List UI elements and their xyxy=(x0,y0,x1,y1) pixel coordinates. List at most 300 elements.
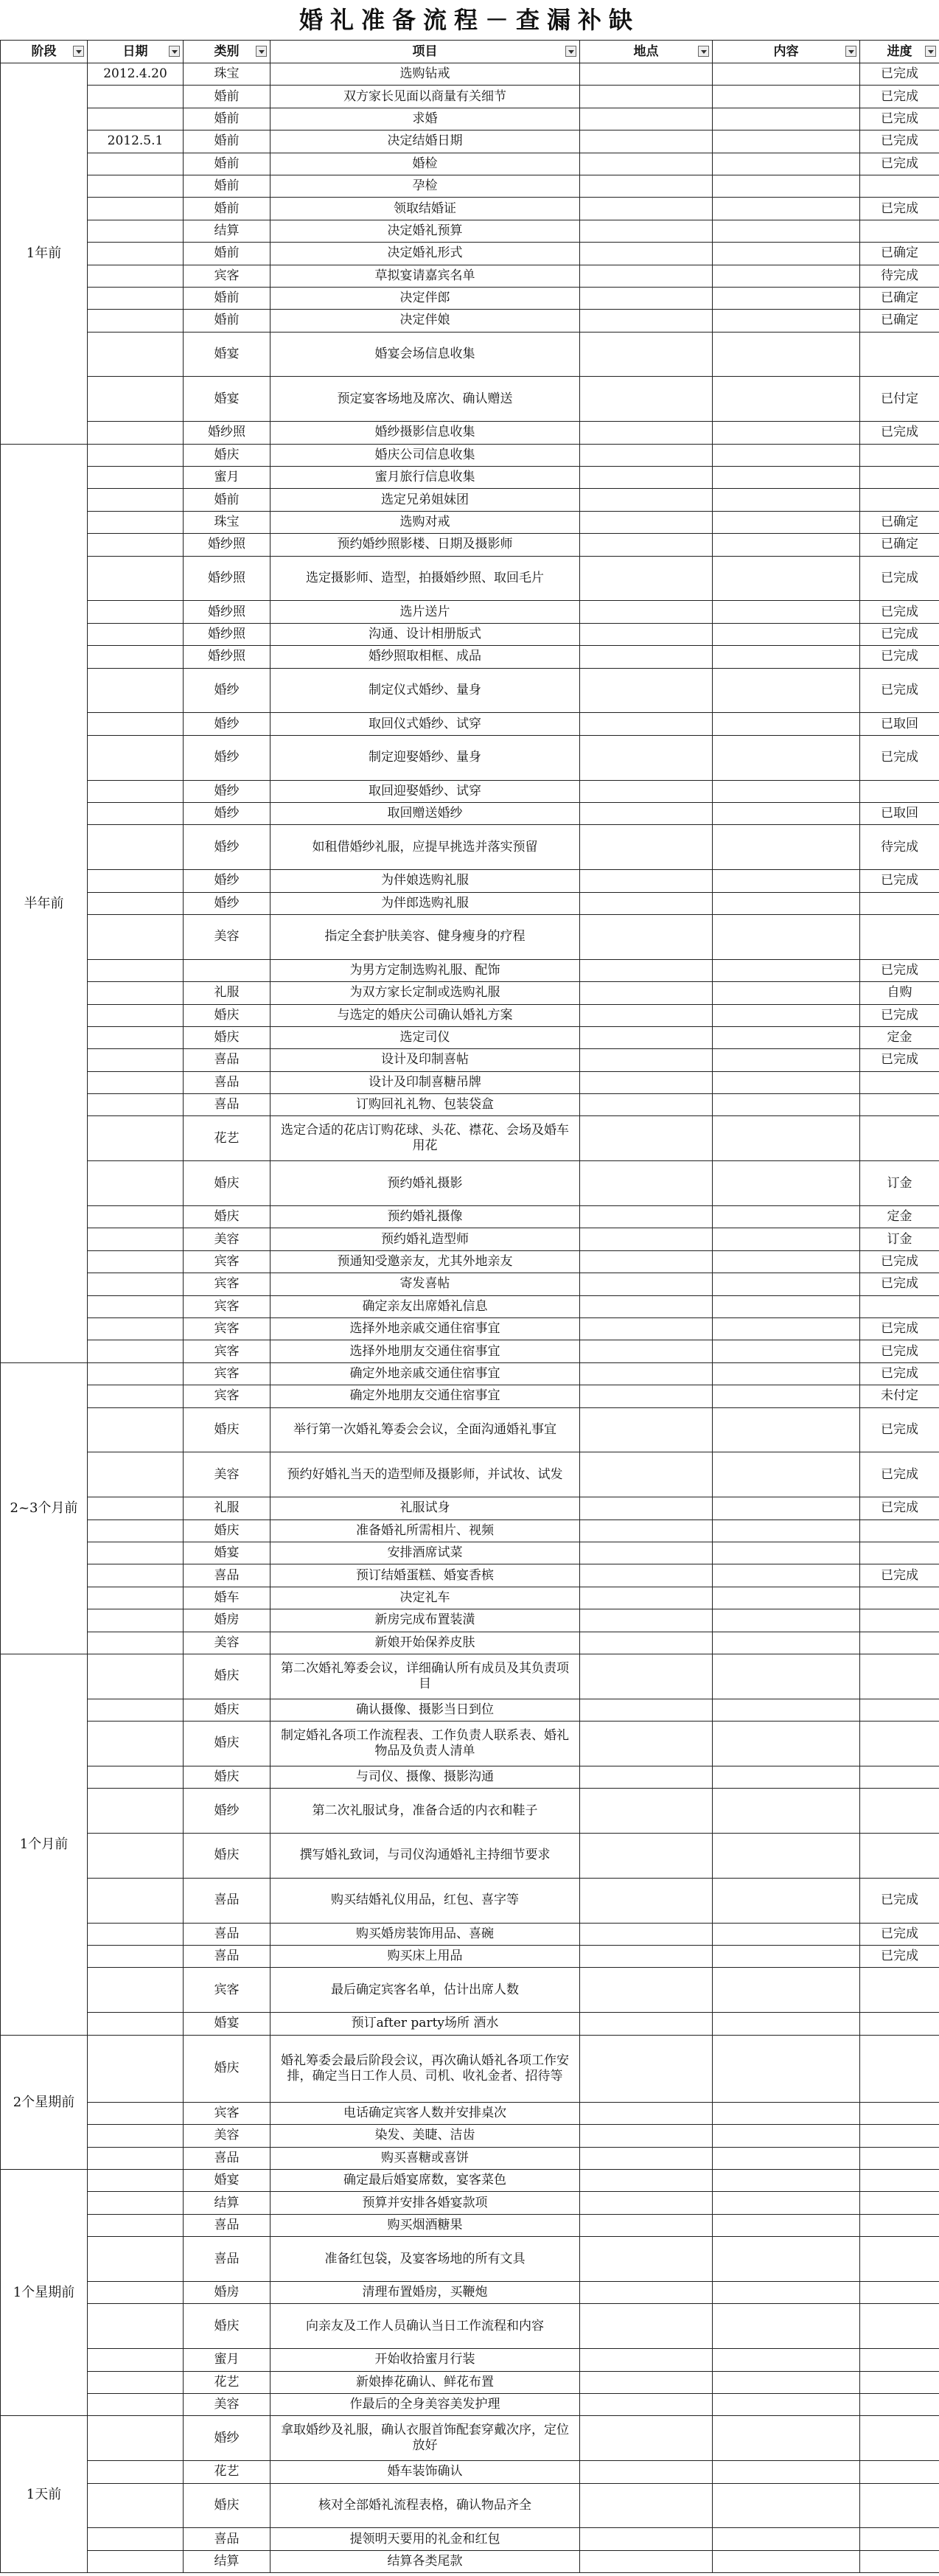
category-cell[interactable]: 喜品 xyxy=(184,2237,270,2282)
location-cell[interactable] xyxy=(580,153,713,175)
status-cell[interactable] xyxy=(860,1699,939,1721)
item-cell[interactable]: 购买婚房装饰用品、喜碗 xyxy=(270,1923,580,1945)
status-cell[interactable]: 已完成 xyxy=(860,198,939,220)
status-cell[interactable] xyxy=(860,467,939,489)
date-cell[interactable] xyxy=(88,534,184,556)
date-cell[interactable] xyxy=(88,265,184,287)
date-cell[interactable] xyxy=(88,1407,184,1452)
content-cell[interactable] xyxy=(713,1766,860,1788)
content-cell[interactable] xyxy=(713,511,860,533)
category-cell[interactable]: 婚庆 xyxy=(184,1407,270,1452)
status-cell[interactable]: 已完成 xyxy=(860,623,939,645)
date-cell[interactable] xyxy=(88,1878,184,1923)
item-cell[interactable]: 清理布置婚房，买鞭炮 xyxy=(270,2281,580,2303)
status-cell[interactable] xyxy=(860,2125,939,2147)
item-cell[interactable]: 选定合适的花店订购花球、头花、襟花、会场及婚车用花 xyxy=(270,1116,580,1161)
category-cell[interactable]: 婚前 xyxy=(184,108,270,130)
status-cell[interactable] xyxy=(860,2416,939,2461)
category-cell[interactable]: 婚纱 xyxy=(184,780,270,802)
category-cell[interactable]: 婚纱 xyxy=(184,825,270,870)
category-cell[interactable]: 宾客 xyxy=(184,1295,270,1317)
status-cell[interactable] xyxy=(860,2550,939,2572)
content-cell[interactable] xyxy=(713,825,860,870)
date-cell[interactable] xyxy=(88,1385,184,1407)
item-cell[interactable]: 电话确定宾客人数并安排桌次 xyxy=(270,2102,580,2124)
date-cell[interactable] xyxy=(88,108,184,130)
date-cell[interactable] xyxy=(88,1116,184,1161)
category-cell[interactable]: 婚宴 xyxy=(184,1542,270,1564)
category-cell[interactable]: 宾客 xyxy=(184,1273,270,1295)
status-cell[interactable] xyxy=(860,1520,939,1542)
location-cell[interactable] xyxy=(580,1385,713,1407)
date-cell[interactable] xyxy=(88,2371,184,2393)
category-cell[interactable]: 婚庆 xyxy=(184,2035,270,2102)
item-cell[interactable]: 预订after party场所 酒水 xyxy=(270,2013,580,2035)
content-cell[interactable] xyxy=(713,2528,860,2550)
date-cell[interactable] xyxy=(88,1273,184,1295)
category-cell[interactable]: 喜品 xyxy=(184,1878,270,1923)
location-cell[interactable] xyxy=(580,198,713,220)
location-cell[interactable] xyxy=(580,1654,713,1699)
date-cell[interactable] xyxy=(88,1318,184,1340)
date-cell[interactable] xyxy=(88,2281,184,2303)
category-cell[interactable]: 婚前 xyxy=(184,243,270,265)
location-cell[interactable] xyxy=(580,2416,713,2461)
location-cell[interactable] xyxy=(580,1004,713,1026)
item-cell[interactable]: 预约婚礼摄影 xyxy=(270,1161,580,1206)
date-cell[interactable]: 2012.4.20 xyxy=(88,63,184,86)
date-cell[interactable] xyxy=(88,287,184,309)
content-cell[interactable] xyxy=(713,646,860,668)
filter-dropdown-icon[interactable] xyxy=(845,46,856,57)
item-cell[interactable]: 选购钻戒 xyxy=(270,63,580,86)
content-cell[interactable] xyxy=(713,1632,860,1654)
filter-dropdown-icon[interactable] xyxy=(169,46,180,57)
location-cell[interactable] xyxy=(580,870,713,892)
category-cell[interactable]: 婚庆 xyxy=(184,2304,270,2349)
status-cell[interactable] xyxy=(860,1542,939,1564)
item-cell[interactable]: 购买烟酒糖果 xyxy=(270,2214,580,2236)
content-cell[interactable] xyxy=(713,2125,860,2147)
status-cell[interactable] xyxy=(860,1071,939,1093)
location-cell[interactable] xyxy=(580,2461,713,2483)
date-cell[interactable] xyxy=(88,2192,184,2214)
item-cell[interactable]: 开始收拾蜜月行装 xyxy=(270,2349,580,2371)
status-cell[interactable] xyxy=(860,489,939,511)
status-cell[interactable]: 已完成 xyxy=(860,153,939,175)
item-cell[interactable]: 染发、美睫、洁齿 xyxy=(270,2125,580,2147)
status-cell[interactable]: 已完成 xyxy=(860,1407,939,1452)
filter-dropdown-icon[interactable] xyxy=(565,46,576,57)
category-cell[interactable]: 婚纱照 xyxy=(184,422,270,444)
category-cell[interactable]: 婚前 xyxy=(184,153,270,175)
category-cell[interactable]: 喜品 xyxy=(184,2528,270,2550)
item-cell[interactable]: 确定亲友出席婚礼信息 xyxy=(270,1295,580,1317)
item-cell[interactable]: 双方家长见面以商量有关细节 xyxy=(270,86,580,108)
status-cell[interactable] xyxy=(860,2214,939,2236)
phase-cell[interactable]: 半年前 xyxy=(1,444,88,1362)
content-cell[interactable] xyxy=(713,623,860,645)
content-cell[interactable] xyxy=(713,243,860,265)
content-cell[interactable] xyxy=(713,2483,860,2528)
content-cell[interactable] xyxy=(713,1722,860,1766)
phase-cell[interactable]: 1个星期前 xyxy=(1,2170,88,2416)
content-cell[interactable] xyxy=(713,2035,860,2102)
item-cell[interactable]: 指定全套护肤美容、健身瘦身的疗程 xyxy=(270,914,580,959)
status-cell[interactable] xyxy=(860,892,939,914)
location-cell[interactable] xyxy=(580,2371,713,2393)
category-cell[interactable]: 珠宝 xyxy=(184,511,270,533)
category-cell[interactable]: 婚前 xyxy=(184,175,270,197)
content-cell[interactable] xyxy=(713,780,860,802)
content-cell[interactable] xyxy=(713,1946,860,1968)
status-cell[interactable]: 已完成 xyxy=(860,1250,939,1273)
status-cell[interactable]: 已完成 xyxy=(860,959,939,981)
item-cell[interactable]: 拿取婚纱及礼服，确认衣服首饰配套穿戴次序，定位放好 xyxy=(270,2416,580,2461)
category-cell[interactable]: 喜品 xyxy=(184,1094,270,1116)
item-cell[interactable]: 购买床上用品 xyxy=(270,1946,580,1968)
category-cell[interactable]: 婚纱 xyxy=(184,2416,270,2461)
status-cell[interactable]: 已完成 xyxy=(860,1049,939,1071)
item-cell[interactable]: 新娘捧花确认、鲜花布置 xyxy=(270,2371,580,2393)
location-cell[interactable] xyxy=(580,511,713,533)
category-cell[interactable]: 花艺 xyxy=(184,1116,270,1161)
item-cell[interactable]: 草拟宴请嘉宾名单 xyxy=(270,265,580,287)
status-cell[interactable] xyxy=(860,1968,939,2013)
item-cell[interactable]: 决定伴娘 xyxy=(270,310,580,332)
location-cell[interactable] xyxy=(580,1946,713,1968)
status-cell[interactable] xyxy=(860,2393,939,2415)
item-cell[interactable]: 礼服试身 xyxy=(270,1497,580,1520)
content-cell[interactable] xyxy=(713,2349,860,2371)
date-cell[interactable] xyxy=(88,1654,184,1699)
category-cell[interactable]: 宾客 xyxy=(184,2102,270,2124)
date-cell[interactable] xyxy=(88,959,184,981)
date-cell[interactable] xyxy=(88,1340,184,1362)
date-cell[interactable] xyxy=(88,467,184,489)
location-cell[interactable] xyxy=(580,1094,713,1116)
date-cell[interactable] xyxy=(88,2550,184,2572)
status-cell[interactable]: 已确定 xyxy=(860,287,939,309)
category-cell[interactable]: 婚纱照 xyxy=(184,601,270,623)
date-cell[interactable] xyxy=(88,2461,184,2483)
category-cell[interactable]: 婚庆 xyxy=(184,444,270,466)
item-cell[interactable]: 购买结婚礼仪用品，红包、喜字等 xyxy=(270,1878,580,1923)
location-cell[interactable] xyxy=(580,1273,713,1295)
category-cell[interactable]: 宾客 xyxy=(184,265,270,287)
content-cell[interactable] xyxy=(713,870,860,892)
item-cell[interactable]: 核对全部婚礼流程表格，确认物品齐全 xyxy=(270,2483,580,2528)
item-cell[interactable]: 安排酒席试菜 xyxy=(270,1542,580,1564)
category-cell[interactable]: 婚前 xyxy=(184,198,270,220)
status-cell[interactable]: 已完成 xyxy=(860,1564,939,1587)
location-cell[interactable] xyxy=(580,914,713,959)
date-cell[interactable] xyxy=(88,556,184,601)
status-cell[interactable] xyxy=(860,914,939,959)
date-cell[interactable] xyxy=(88,1161,184,1206)
content-cell[interactable] xyxy=(713,1228,860,1250)
location-cell[interactable] xyxy=(580,130,713,153)
content-cell[interactable] xyxy=(713,1923,860,1945)
date-cell[interactable] xyxy=(88,914,184,959)
status-cell[interactable] xyxy=(860,2035,939,2102)
category-cell[interactable]: 婚宴 xyxy=(184,377,270,422)
location-cell[interactable] xyxy=(580,2125,713,2147)
location-cell[interactable] xyxy=(580,2214,713,2236)
content-cell[interactable] xyxy=(713,198,860,220)
date-cell[interactable] xyxy=(88,175,184,197)
item-cell[interactable]: 提领明天要用的礼金和红包 xyxy=(270,2528,580,2550)
status-cell[interactable]: 已确定 xyxy=(860,534,939,556)
date-cell[interactable] xyxy=(88,1968,184,2013)
category-cell[interactable]: 婚纱照 xyxy=(184,556,270,601)
content-cell[interactable] xyxy=(713,1250,860,1273)
status-cell[interactable]: 未付定 xyxy=(860,1385,939,1407)
phase-cell[interactable]: 2个星期前 xyxy=(1,2035,88,2169)
date-cell[interactable] xyxy=(88,623,184,645)
date-cell[interactable] xyxy=(88,601,184,623)
category-cell[interactable]: 喜品 xyxy=(184,2214,270,2236)
category-cell[interactable]: 婚庆 xyxy=(184,1834,270,1879)
item-cell[interactable]: 领取结婚证 xyxy=(270,198,580,220)
item-cell[interactable]: 第二次礼服试身，准备合适的内衣和鞋子 xyxy=(270,1789,580,1834)
date-cell[interactable] xyxy=(88,489,184,511)
category-cell[interactable]: 结算 xyxy=(184,2550,270,2572)
date-cell[interactable] xyxy=(88,1250,184,1273)
location-cell[interactable] xyxy=(580,959,713,981)
date-cell[interactable] xyxy=(88,892,184,914)
status-cell[interactable] xyxy=(860,1722,939,1766)
date-cell[interactable] xyxy=(88,1834,184,1879)
content-cell[interactable] xyxy=(713,377,860,422)
date-cell[interactable] xyxy=(88,1789,184,1834)
date-cell[interactable] xyxy=(88,1520,184,1542)
status-cell[interactable]: 已完成 xyxy=(860,130,939,153)
date-cell[interactable] xyxy=(88,1228,184,1250)
category-cell[interactable]: 宾客 xyxy=(184,1968,270,2013)
category-cell[interactable]: 婚庆 xyxy=(184,1722,270,1766)
content-cell[interactable] xyxy=(713,422,860,444)
date-cell[interactable] xyxy=(88,1452,184,1497)
status-cell[interactable] xyxy=(860,1789,939,1834)
date-cell[interactable] xyxy=(88,2125,184,2147)
status-cell[interactable]: 已完成 xyxy=(860,1318,939,1340)
location-cell[interactable] xyxy=(580,287,713,309)
location-cell[interactable] xyxy=(580,1049,713,1071)
category-cell[interactable]: 蜜月 xyxy=(184,467,270,489)
location-cell[interactable] xyxy=(580,735,713,780)
category-cell[interactable]: 美容 xyxy=(184,1632,270,1654)
content-cell[interactable] xyxy=(713,2214,860,2236)
date-cell[interactable] xyxy=(88,2416,184,2461)
item-cell[interactable]: 沟通、设计相册版式 xyxy=(270,623,580,645)
category-cell[interactable]: 婚纱 xyxy=(184,668,270,713)
phase-cell[interactable]: 1个月前 xyxy=(1,1654,88,2035)
status-cell[interactable]: 已完成 xyxy=(860,1362,939,1385)
category-cell[interactable]: 婚房 xyxy=(184,1609,270,1632)
location-cell[interactable] xyxy=(580,220,713,242)
status-cell[interactable]: 已完成 xyxy=(860,1004,939,1026)
content-cell[interactable] xyxy=(713,2281,860,2303)
location-cell[interactable] xyxy=(580,332,713,377)
location-cell[interactable] xyxy=(580,1497,713,1520)
category-cell[interactable]: 婚车 xyxy=(184,1587,270,1609)
location-cell[interactable] xyxy=(580,1878,713,1923)
date-cell[interactable] xyxy=(88,332,184,377)
status-cell[interactable]: 已完成 xyxy=(860,86,939,108)
location-cell[interactable] xyxy=(580,2237,713,2282)
location-cell[interactable] xyxy=(580,534,713,556)
status-cell[interactable] xyxy=(860,2237,939,2282)
status-cell[interactable]: 已完成 xyxy=(860,108,939,130)
date-cell[interactable] xyxy=(88,1699,184,1721)
location-cell[interactable] xyxy=(580,2528,713,2550)
location-cell[interactable] xyxy=(580,2170,713,2192)
date-cell[interactable] xyxy=(88,1206,184,1228)
item-cell[interactable]: 选择外地朋友交通住宿事宜 xyxy=(270,1340,580,1362)
item-cell[interactable]: 选片送片 xyxy=(270,601,580,623)
date-cell[interactable] xyxy=(88,1497,184,1520)
status-cell[interactable]: 定金 xyxy=(860,1026,939,1048)
date-cell[interactable] xyxy=(88,1542,184,1564)
item-cell[interactable]: 选定摄影师、造型，拍摄婚纱照、取回毛片 xyxy=(270,556,580,601)
date-cell[interactable] xyxy=(88,2102,184,2124)
status-cell[interactable]: 订金 xyxy=(860,1161,939,1206)
location-cell[interactable] xyxy=(580,444,713,466)
date-cell[interactable] xyxy=(88,198,184,220)
location-cell[interactable] xyxy=(580,1318,713,1340)
phase-cell[interactable]: 1天前 xyxy=(1,2416,88,2573)
filter-dropdown-icon[interactable] xyxy=(256,46,267,57)
category-cell[interactable]: 婚庆 xyxy=(184,1699,270,1721)
status-cell[interactable] xyxy=(860,2192,939,2214)
date-cell[interactable] xyxy=(88,982,184,1004)
category-cell[interactable]: 婚宴 xyxy=(184,2170,270,2192)
status-cell[interactable]: 已完成 xyxy=(860,1340,939,1362)
location-cell[interactable] xyxy=(580,1789,713,1834)
status-cell[interactable]: 已完成 xyxy=(860,556,939,601)
item-cell[interactable]: 预约婚礼造型师 xyxy=(270,1228,580,1250)
location-cell[interactable] xyxy=(580,377,713,422)
filter-dropdown-icon[interactable] xyxy=(73,46,84,57)
status-cell[interactable]: 已完成 xyxy=(860,601,939,623)
status-cell[interactable] xyxy=(860,1834,939,1879)
status-cell[interactable]: 订金 xyxy=(860,1228,939,1250)
content-cell[interactable] xyxy=(713,1789,860,1834)
location-cell[interactable] xyxy=(580,1228,713,1250)
date-cell[interactable] xyxy=(88,735,184,780)
item-cell[interactable]: 与选定的婚庆公司确认婚礼方案 xyxy=(270,1004,580,1026)
item-cell[interactable]: 婚纱摄影信息收集 xyxy=(270,422,580,444)
date-cell[interactable] xyxy=(88,153,184,175)
status-cell[interactable]: 定金 xyxy=(860,1206,939,1228)
item-cell[interactable]: 取回迎娶婚纱、试穿 xyxy=(270,780,580,802)
item-cell[interactable]: 求婚 xyxy=(270,108,580,130)
content-cell[interactable] xyxy=(713,2192,860,2214)
content-cell[interactable] xyxy=(713,332,860,377)
content-cell[interactable] xyxy=(713,489,860,511)
status-cell[interactable]: 已完成 xyxy=(860,63,939,86)
item-cell[interactable]: 新房完成布置装潢 xyxy=(270,1609,580,1632)
status-cell[interactable]: 已取回 xyxy=(860,802,939,824)
content-cell[interactable] xyxy=(713,1071,860,1093)
status-cell[interactable] xyxy=(860,2147,939,2169)
location-cell[interactable] xyxy=(580,556,713,601)
category-cell[interactable]: 美容 xyxy=(184,914,270,959)
content-cell[interactable] xyxy=(713,2013,860,2035)
status-cell[interactable] xyxy=(860,220,939,242)
content-cell[interactable] xyxy=(713,1497,860,1520)
location-cell[interactable] xyxy=(580,1295,713,1317)
status-cell[interactable] xyxy=(860,1654,939,1699)
category-cell[interactable]: 婚宴 xyxy=(184,332,270,377)
status-cell[interactable] xyxy=(860,780,939,802)
category-cell[interactable]: 婚庆 xyxy=(184,1766,270,1788)
category-cell[interactable]: 婚庆 xyxy=(184,1026,270,1048)
status-cell[interactable] xyxy=(860,2349,939,2371)
item-cell[interactable]: 取回赠送婚纱 xyxy=(270,802,580,824)
category-cell[interactable] xyxy=(184,959,270,981)
category-cell[interactable]: 婚庆 xyxy=(184,1004,270,1026)
date-cell[interactable] xyxy=(88,1071,184,1093)
status-cell[interactable] xyxy=(860,1587,939,1609)
status-cell[interactable]: 已确定 xyxy=(860,310,939,332)
status-cell[interactable] xyxy=(860,2528,939,2550)
location-cell[interactable] xyxy=(580,1071,713,1093)
date-cell[interactable] xyxy=(88,444,184,466)
status-cell[interactable] xyxy=(860,175,939,197)
status-cell[interactable]: 已完成 xyxy=(860,422,939,444)
status-cell[interactable] xyxy=(860,2483,939,2528)
date-cell[interactable] xyxy=(88,243,184,265)
category-cell[interactable]: 婚庆 xyxy=(184,1206,270,1228)
item-cell[interactable]: 准备婚礼所需相片、视频 xyxy=(270,1520,580,1542)
item-cell[interactable]: 蜜月旅行信息收集 xyxy=(270,467,580,489)
location-cell[interactable] xyxy=(580,780,713,802)
category-cell[interactable]: 礼服 xyxy=(184,982,270,1004)
category-cell[interactable]: 婚前 xyxy=(184,130,270,153)
category-cell[interactable]: 蜜月 xyxy=(184,2349,270,2371)
item-cell[interactable]: 预通知受邀亲友，尤其外地亲友 xyxy=(270,1250,580,1273)
content-cell[interactable] xyxy=(713,310,860,332)
status-cell[interactable] xyxy=(860,1116,939,1161)
category-cell[interactable]: 喜品 xyxy=(184,1946,270,1968)
location-cell[interactable] xyxy=(580,467,713,489)
item-cell[interactable]: 婚纱照取相框、成品 xyxy=(270,646,580,668)
location-cell[interactable] xyxy=(580,982,713,1004)
status-cell[interactable] xyxy=(860,1766,939,1788)
content-cell[interactable] xyxy=(713,1564,860,1587)
item-cell[interactable]: 预约婚礼摄像 xyxy=(270,1206,580,1228)
category-cell[interactable]: 婚纱 xyxy=(184,892,270,914)
item-cell[interactable]: 孕检 xyxy=(270,175,580,197)
content-cell[interactable] xyxy=(713,1206,860,1228)
item-cell[interactable]: 婚庆公司信息收集 xyxy=(270,444,580,466)
status-cell[interactable]: 已完成 xyxy=(860,1923,939,1945)
category-cell[interactable]: 婚庆 xyxy=(184,1520,270,1542)
status-cell[interactable]: 已完成 xyxy=(860,668,939,713)
date-cell[interactable] xyxy=(88,2147,184,2169)
content-cell[interactable] xyxy=(713,153,860,175)
status-cell[interactable] xyxy=(860,444,939,466)
location-cell[interactable] xyxy=(580,1206,713,1228)
phase-cell[interactable]: 2~3个月前 xyxy=(1,1362,88,1654)
date-cell[interactable] xyxy=(88,780,184,802)
location-cell[interactable] xyxy=(580,1362,713,1385)
content-cell[interactable] xyxy=(713,444,860,466)
category-cell[interactable]: 宾客 xyxy=(184,1340,270,1362)
content-cell[interactable] xyxy=(713,1520,860,1542)
